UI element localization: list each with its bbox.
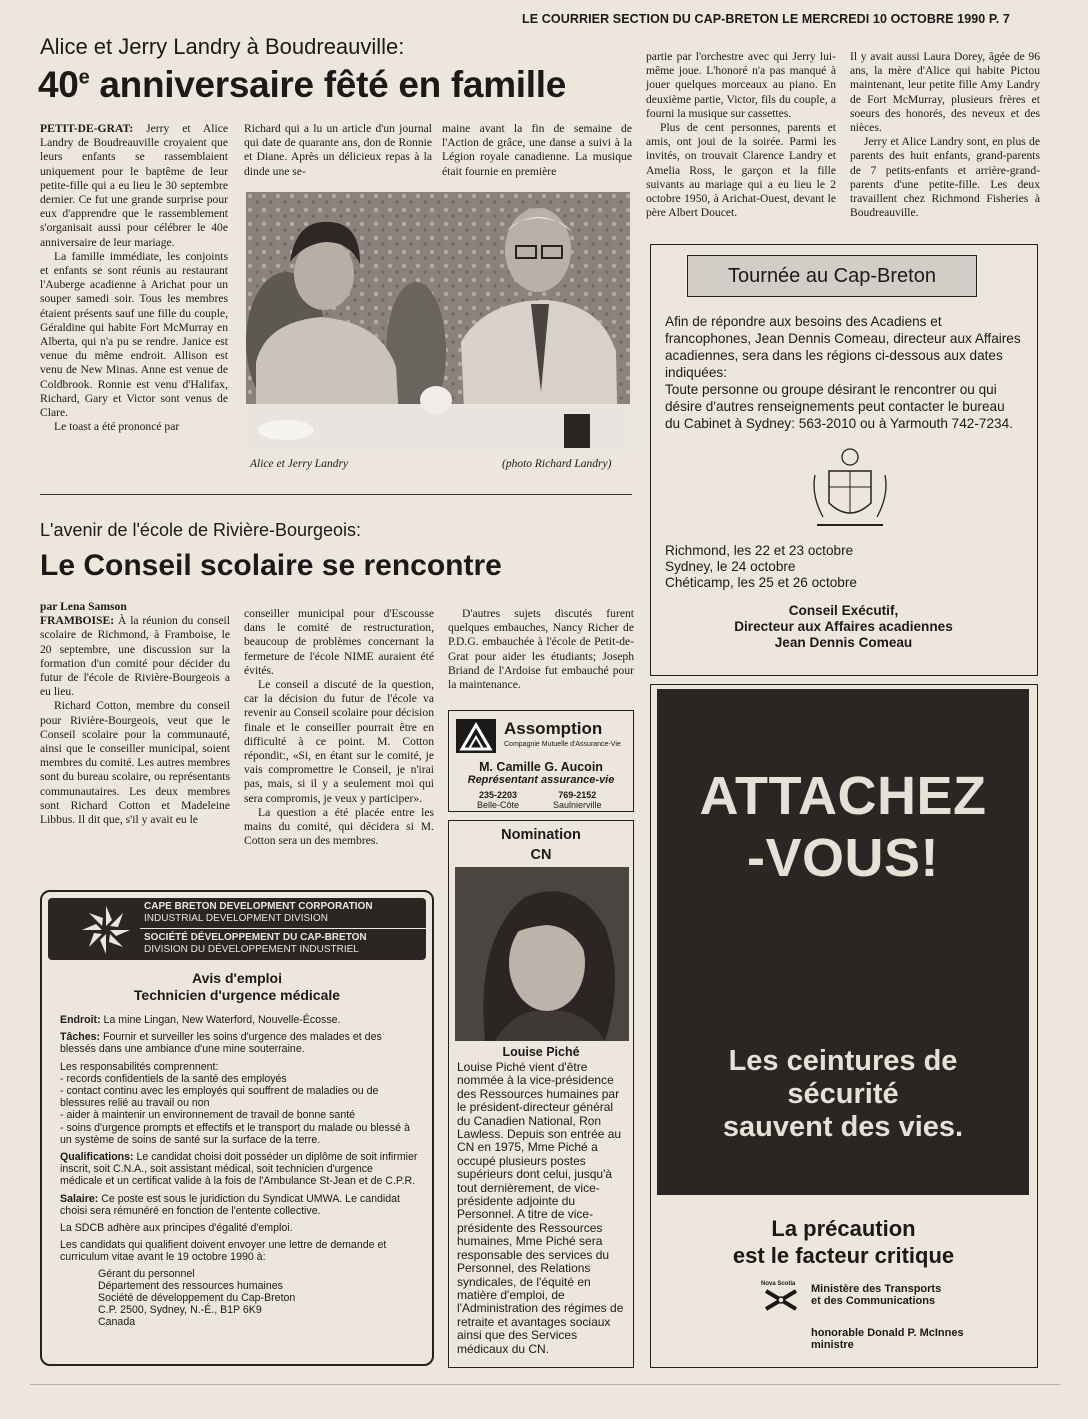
nomination-box <box>448 820 634 1368</box>
article1-col4-p2: Plus de cent personnes, parents et amis, ont joui de la soirée. Parmi les invités, on trouvait Clarence Landry et Amelia Ross, le garçon et la fille suivants au mariage qui a eu lieu le 2 octobre 1950, à Arichat-Ouest, devant le père Albert Doucet. <box>646 121 836 220</box>
article1-col5 <box>850 50 1040 220</box>
job-ad-header <box>48 898 426 960</box>
job-resp-4: - soins d'urgence prompts et effectifs et le transport du malade ou blessé à un système de soins de santé sur la surface de la terre. <box>60 1121 410 1146</box>
tour-signature: Conseil Exécutif, Directeur aux Affaires acadiennes Jean Dennis Comeau <box>734 603 953 650</box>
cbdc-logo-icon <box>78 902 134 963</box>
nova-scotia-logo-icon <box>763 1289 799 1316</box>
headline-superscript: e <box>78 66 90 89</box>
tour-date-1: Richmond, les 22 et 23 octobre <box>665 543 854 558</box>
job-address: Gérant du personnel Département des ressources humaines Société de développement du Cap-Breton C.P. 2500, Sydney, N.-É., B1P 6K9 Canada <box>98 1267 296 1329</box>
article1-col3: maine avant la fin de semaine de l'Action de grâce, une danse a suivi à la Légion royale canadienne. La musique était fournie en première <box>442 122 632 178</box>
headline-text: anniversaire fêté en famille <box>89 64 567 105</box>
assumption-agent: M. Camille G. Aucoin <box>479 760 603 774</box>
photo-caption-right: (photo Richard Landry) <box>502 458 612 470</box>
seatbelt-ad <box>650 684 1038 1368</box>
assumption-ad <box>448 710 634 812</box>
nomination-text: Louise Piché vient d'être nommée à la vice-présidence des Ressources humaines par le président-directeur général du Canadien National, Ron Lawless. Depuis son entrée au CN en 1975, Mme Piché a occupé plusieurs postes supérieurs dont celui, jusqu'à tout dernièrement, de vice-présidente adjointe du Personnel. A titre de vice-présidente des Ressources humaines, Mme Piché sera responsable des services du Personnel, des Relations syndicales, de l'équité en matière d'emploi, de l'Administration des régimes de retraite et avantages sociaux ainsi que des Services médicaux du CN. <box>457 1060 624 1356</box>
seatbelt-headline: ATTACHEZ -VOUS! <box>699 766 987 888</box>
article2-byline: par Lena Samson <box>40 600 127 613</box>
job-org-2-sub: DIVISION DU DÉVELOPPEMENT INDUSTRIEL <box>144 944 359 955</box>
page-bottom-rule <box>30 1384 1060 1385</box>
article2-col1: par Lena Samson FRAMBOISE: À la réunion du conseil scolaire de Richmond, à Framboise, le 20 septembre, une discussion sur la formation d'un comité pour décider du futur de l'école de Rivière-Bourgeois a eu lieu. Richard Cotton, membre du conseil pour Rivière-Bourgeois, veut que le Conseil scolaire pour la communauté, ainsi que le conseiller municipal, soient membres du comité. Les autres membres sont du bureau scolaire, ou représentants communautaires. Les deux membres sont Richard Cotton et Madeleine Libbus. Il dit que, s'il y avait eu le <box>40 600 230 827</box>
tour-title: Tournée au Cap-Breton <box>687 255 977 297</box>
nomination-name: Louise Piché <box>502 1045 580 1059</box>
job-org-2: SOCIÉTÉ DÉVELOPPEMENT DU CAP-BRETON <box>144 932 367 943</box>
article2-col3: D'autres sujets discutés furent quelques embauches, Nancy Richer de P.D.G. embauchée à l'école de Petit-de-Grat pour aider les étudiants; Joseph Briand de l'Ardoise fut embauché pour la maintenance. <box>448 607 634 692</box>
assumption-name: Assomption <box>504 719 603 738</box>
job-resp-3: - aider à maintenir un environnement de travail de bonne santé <box>60 1109 356 1122</box>
landry-couple-photo <box>246 192 630 452</box>
article1-col1-p1: Jerry et Alice Landry de Boudreauville croyaient que leurs enfants se rassemblaient uniquement pour le baptême de leur petite-fille qui a eu lieu le 30 septembre dernier. Ce fut une grande surprise pour eux d'apprendre que le rassemblement s'organisait aussi pour célébrer le 40e anniversaire de leur mariage. <box>40 122 228 249</box>
article2-dateline: FRAMBOISE: <box>40 614 115 628</box>
job-org-1-sub: INDUSTRIAL DEVELOPMENT DIVISION <box>144 913 328 924</box>
headline-number: 40 <box>38 64 79 105</box>
louise-piche-portrait <box>455 867 629 1041</box>
tour-date-2: Sydney, le 24 octobre <box>665 559 796 574</box>
tour-dates <box>665 543 965 591</box>
article1-dateline: PETIT-DE-GRAT: <box>40 122 134 135</box>
article1-kicker: Alice et Jerry Landry à Boudreauville: <box>40 34 405 59</box>
article1-col1-p3: Le toast a été prononcé par <box>54 420 180 434</box>
page-header: LE COURRIER SECTION DU CAP-BRETON LE MERCREDI 10 OCTOBRE 1990 P. 7 <box>522 12 1010 26</box>
tour-announcement-box <box>650 244 1038 676</box>
assumption-logo-icon <box>456 719 496 758</box>
seatbelt-footer-slogan: La précaution est le facteur critique <box>732 1216 955 1268</box>
assumption-tagline: Compagnie Mutuelle d'Assurance-Vie <box>504 741 621 748</box>
assumption-contact-2: 769-2152 Saulnierville <box>553 790 602 810</box>
job-resp-1: - records confidentiels de la santé des employés <box>60 1072 287 1085</box>
minister-name: honorable Donald P. McInnes ministre <box>811 1327 964 1351</box>
job-title: Avis d'emploi Technicien d'urgence médicale <box>133 970 341 1003</box>
ministry-name: Ministère des Transports et des Communications <box>811 1283 942 1307</box>
article2-headline: Le Conseil scolaire se rencontre <box>40 549 502 582</box>
job-body: Endroit: La mine Lingan, New Waterford, Nouvelle-Écosse. Tâches: Fournir et surveiller les soins d'urgence des malades et des blessés dans une ambiance d'une mine souterraine. Les responsabilités comprennent: - records confidentiels de la santé des employés - contact continu avec les employés qui souffrent de maladies ou de blessures relié au travail ou non - aider à maintenir un environnement de travail de bonne santé - soins d'urgence prompts et effectifs et le transport du malade ou blessé à un système de soins de santé sur la surface de la terre. Qualifications: Le candidat choisi doit posséder un diplôme de soit infirmier inscrit, soit C.N.A., soit assistant médical, soit technicien d'urgence médicale et un certificat valide à la fois de l'Ambulance St-Jean et de C.P.R. Salaire: Ce poste est sous le juridiction du Syndicat UMWA. Le candidat choisi sera rémunéré en fonction de l'entente collective. La SDCB adhère aux principes d'égalité d'emploi. Les candidats qui qualifient doivent envoyer une lettre de demande et curriculum vitae avant le 19 octobre 1990 à: Gérant du personnel Département des ressources humaines Société de développement du Cap-Breton C.P. 2500, Sydney, N.-É., B1P 6K9 Canada <box>60 1014 418 1329</box>
article1-col5-p2: Jerry et Alice Landry sont, en plus de parents des huit enfants, grand-parents de 7 petits-enfants et arrière-grand-parents d'une petite-fille. Les deux travaillent chez Richmond Fisheries à Boudreauville. <box>850 135 1040 220</box>
photo-caption-left: Alice et Jerry Landry <box>250 458 349 470</box>
assumption-contact-1: 235-2203 Belle-Côte <box>477 790 520 810</box>
seatbelt-subhead: Les ceintures de sécurité sauvent des vies. <box>722 1045 964 1143</box>
nova-scotia-label: Nova Scotia <box>761 1281 796 1287</box>
section-divider <box>40 494 632 495</box>
assumption-role: Représentant assurance-vie <box>467 774 615 786</box>
job-org-1: CAPE BRETON DEVELOPMENT CORPORATION <box>144 901 373 912</box>
article1-col4-p1: partie par l'orchestre avec qui Jerry lui-même joue. L'honoré n'a pas manqué à jouer quelques morceaux au piano. En deuxième partie, Victor, fils du couple, a fourni la musique sur cassettes. <box>646 50 836 120</box>
tour-date-3: Chéticamp, les 25 et 26 octobre <box>665 575 857 590</box>
tour-paragraph-2: Toute personne ou groupe désirant le rencontrer ou qui désire d'autres renseignements peut contacter le bureau du Cabinet à Sydney: 563-2010 ou à Yarmouth 742-7234. <box>665 382 1013 431</box>
article2-col2: conseiller municipal pour d'Escousse dans le comité de restructuration, beaucoup de problèmes concernant la fermeture de l'école NIME auraient été évités. Le conseil a discuté de la question, car la décision du futur de l'école va revenir au Conseil scolaire pour décision finale et le conseiller pourrait être en difficulté à ce point. M. Cotton répondit:, «Si, en étant sur le comité, je vais compromettre le Conseil, je n'irai pas, mais, si il y a seulement moi qui sera compromis, je veux y participer». La question a été placée entre les mains du comité, qui décidera si M. Cotton sera un des membres. <box>244 607 434 848</box>
tour-paragraph-1: Afin de répondre aux besoins des Acadiens et francophones, Jean Dennis Comeau, directeur aux Affaires acadiennes, sera dans les régions ci-dessous aux dates indiquées: <box>665 314 1021 380</box>
article1-col4 <box>646 50 836 220</box>
nomination-title: Nomination CN <box>501 827 581 863</box>
cape-breton-coat-of-arms <box>809 441 891 537</box>
job-ad <box>40 890 434 1366</box>
seatbelt-panel <box>657 689 1029 1195</box>
article1-col1 <box>40 122 228 434</box>
job-resp-2: - contact continu avec les employés qui souffrent de maladies ou de blessures relié au travail ou non <box>60 1085 379 1110</box>
article1-headline <box>38 64 566 106</box>
article2-kicker: L'avenir de l'école de Rivière-Bourgeois: <box>40 520 362 540</box>
article1-col2: Richard qui a lu un article d'un journal qui date de quarante ans, don de Ronnie et Diane. Après un délicieux repas à la dinde une se- <box>244 122 432 178</box>
article1-col5-p1: Il y avait aussi Laura Dorey, âgée de 96 ans, la mère d'Alice qui habite Pictou maintenant, leur petite fille Amy Landry de Fort McMurray, plusieurs frères et soeurs des honorés, des neveux et des nièces. <box>850 50 1040 135</box>
article1-col1-p2: La famille immédiate, les conjoints et enfants se sont réunis au restaurant l'Auberge acadienne à Arichat pour un souper samedi soir. Tous les membres étaient présents sauf une fille du couple, Géraldine qui habite Fort McMurray en Alberta, qui n'a pu se rendre. Janice est venue du même endroit. Allison est venu de New Minas. Anne est venue de Coldbrook. Ronnie est venu d'Halifax, Richard, Gary et Victor sont venus de Clare. <box>40 249 228 420</box>
